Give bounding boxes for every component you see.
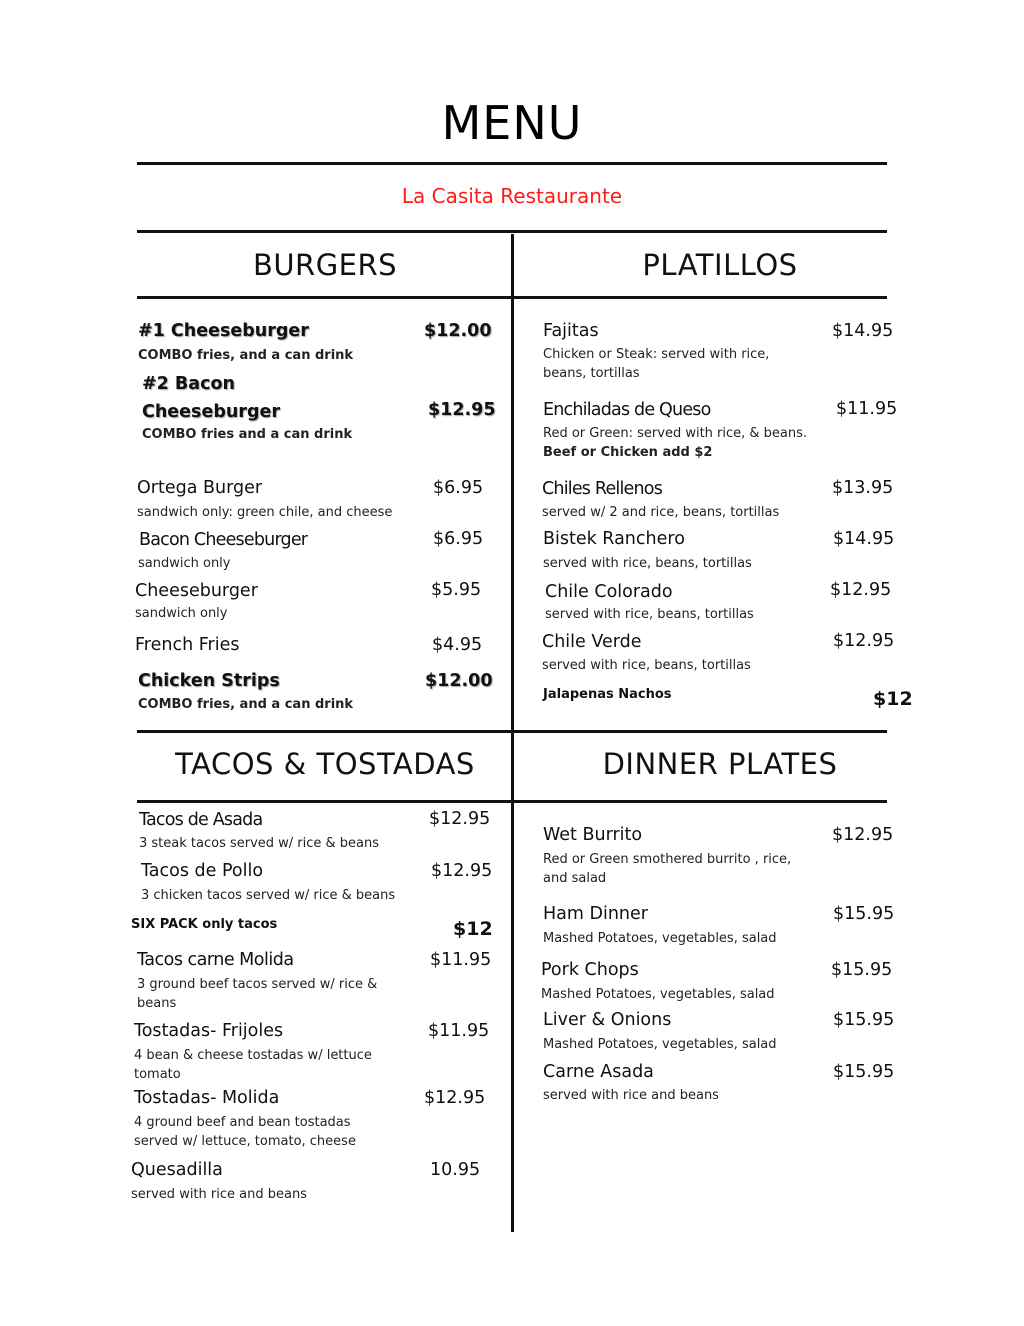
divider [137, 730, 887, 733]
item-price: $15.95 [833, 1062, 895, 1082]
item-price: $12.95 [429, 809, 491, 829]
item-price: $6.95 [433, 529, 484, 549]
item-name: SIX PACK only tacos [131, 917, 278, 932]
item-desc: sandwich only: green chile, and cheese [137, 505, 393, 520]
section-title-burgers: BURGERS [252, 248, 398, 282]
item-name: Chile Colorado [545, 582, 673, 602]
item-desc: 3 ground beef tacos served w/ rice & [137, 977, 378, 992]
item-name: Pork Chops [541, 960, 639, 980]
item-price: $12.95 [428, 400, 496, 420]
section-title-tacos: TACOS & TOSTADAS [175, 747, 475, 781]
item-price: $12 [453, 918, 493, 940]
item-desc: served with rice, beans, tortillas [542, 658, 751, 673]
item-name: Tostadas- Molida [134, 1088, 280, 1108]
item-name: Liver & Onions [543, 1010, 672, 1030]
item-price: 10.95 [430, 1160, 481, 1180]
item-name: Cheeseburger [135, 581, 258, 601]
item-name: Fajitas [543, 321, 599, 341]
item-desc: served with rice and beans [131, 1187, 307, 1202]
column-divider [511, 234, 514, 1232]
item-price: $11.95 [836, 399, 898, 419]
item-name: Tostadas- Frijoles [134, 1021, 284, 1041]
item-desc: and salad [543, 871, 607, 886]
item-name: Cheeseburger [142, 402, 280, 422]
item-name: Quesadilla [131, 1160, 223, 1180]
item-desc: served with rice, beans, tortillas [543, 556, 752, 571]
item-desc: 3 steak tacos served w/ rice & beans [139, 836, 380, 851]
item-name: Tacos carne Molida [137, 950, 294, 970]
item-price: $5.95 [431, 580, 482, 600]
item-price: $13.95 [832, 478, 894, 498]
item-price: $15.95 [833, 904, 895, 924]
item-name: Jalapenas Nachos [543, 687, 672, 702]
item-name: Bacon Cheeseburger [139, 530, 308, 550]
item-name: Ortega Burger [137, 478, 263, 498]
item-name: #1 Cheeseburger [138, 321, 309, 341]
item-name: Carne Asada [543, 1062, 654, 1082]
item-price: $12.95 [833, 631, 895, 651]
item-note: Beef or Chicken add $2 [543, 445, 713, 460]
restaurant-name: La Casita Restaurante [401, 184, 623, 208]
item-desc: beans [137, 996, 177, 1011]
item-desc: served with rice and beans [543, 1088, 719, 1103]
item-price: $14.95 [833, 529, 895, 549]
item-price: $4.95 [432, 635, 483, 655]
item-price: $11.95 [430, 950, 492, 970]
item-name: Bistek Ranchero [543, 529, 685, 549]
item-name: Ham Dinner [543, 904, 648, 924]
item-price: $12.95 [830, 580, 892, 600]
item-desc: Red or Green: served with rice, & beans. [543, 426, 808, 441]
item-price: $12.95 [832, 825, 894, 845]
item-desc: COMBO fries, and a can drink [138, 348, 354, 363]
item-name: Wet Burrito [543, 825, 643, 845]
item-name: Tacos de Asada [139, 810, 263, 830]
item-desc: sandwich only [135, 606, 228, 621]
item-price: $15.95 [831, 960, 893, 980]
divider [137, 230, 887, 233]
item-name: Chicken Strips [138, 671, 280, 691]
divider [137, 296, 887, 299]
item-desc: COMBO fries, and a can drink [138, 697, 354, 712]
item-name: Tacos de Pollo [141, 861, 264, 881]
item-name: Chile Verde [542, 632, 642, 652]
item-price: $12.95 [431, 861, 493, 881]
item-desc: tomato [134, 1067, 181, 1082]
divider [137, 800, 887, 803]
item-price: $14.95 [832, 321, 894, 341]
item-desc: Chicken or Steak: served with rice, [543, 347, 770, 362]
item-name: French Fries [135, 635, 240, 655]
item-desc: Mashed Potatoes, vegetables, salad [543, 1037, 777, 1052]
item-desc: Red or Green smothered burrito , rice, [543, 852, 792, 867]
item-name: Chiles Rellenos [542, 479, 663, 499]
item-price: $15.95 [833, 1010, 895, 1030]
item-desc: Mashed Potatoes, vegetables, salad [543, 931, 777, 946]
item-desc: Mashed Potatoes, vegetables, salad [541, 987, 775, 1002]
item-name: #2 Bacon [142, 374, 235, 394]
section-title-platillos: PLATILLOS [642, 248, 798, 282]
divider [137, 162, 887, 165]
item-desc: 3 chicken tacos served w/ rice & beans [141, 888, 396, 903]
item-desc: 4 bean & cheese tostadas w/ lettuce [134, 1048, 372, 1063]
item-desc: sandwich only [138, 556, 231, 571]
item-desc: served w/ 2 and rice, beans, tortillas [542, 505, 780, 520]
item-desc: served with rice, beans, tortillas [545, 607, 754, 622]
item-desc: beans, tortillas [543, 366, 640, 381]
item-price: $12.00 [425, 671, 493, 691]
item-price: $12 [873, 688, 913, 710]
item-desc: COMBO fries and a can drink [142, 427, 353, 442]
item-price: $11.95 [428, 1021, 490, 1041]
item-price: $12.95 [424, 1088, 486, 1108]
section-title-dinner: DINNER PLATES [602, 747, 838, 781]
item-desc: 4 ground beef and bean tostadas [134, 1115, 351, 1130]
page-title: MENU [441, 96, 583, 150]
item-price: $6.95 [433, 478, 484, 498]
item-price: $12.00 [424, 321, 492, 341]
item-name: Enchiladas de Queso [543, 400, 711, 420]
item-desc: served w/ lettuce, tomato, cheese [134, 1134, 356, 1149]
